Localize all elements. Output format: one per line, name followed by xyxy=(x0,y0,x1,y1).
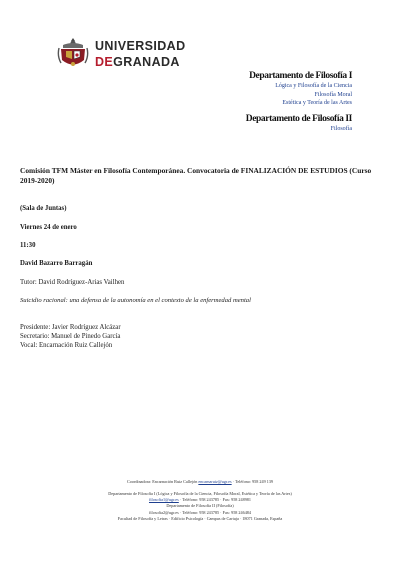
coordinator-name: Coordinadora: Encarnación Ruiz Callejón xyxy=(126,479,198,484)
footer-address-line: filosofia2@ugr.es · Teléfono: 958 243785 · Fax: 958 246484 xyxy=(149,509,251,515)
department-2-area: Filosofía xyxy=(330,126,352,132)
coordinator-email-link[interactable]: encarnaruiz@ugr.es xyxy=(198,479,232,484)
footer-address-line: Facultad de Filosofía y Letras · Edificio Psicología · Campus de Cartuja · 18071 Granada, España xyxy=(117,515,283,521)
committee-secretary: Secretario: Manuel de Pinedo García xyxy=(20,333,121,340)
department-2-title: Departamento de Filosofía II xyxy=(245,114,352,124)
footer-address-line: Departamento de Filosofía II (Filosofía) xyxy=(166,503,234,509)
meeting-room: (Sala de Juntas) xyxy=(20,205,67,212)
student-name: David Bazarro Barragán xyxy=(20,260,93,267)
footer-address-line: Departamento de Filosofía I (Lógica y Filosofía de la Ciencia, Filosofía Moral, Estética y Teoría de las Artes) xyxy=(108,491,292,496)
department-1-area: Estética y Teoría de las Artes xyxy=(282,100,352,106)
footer-coordinator xyxy=(20,479,380,485)
department-1-area: Lógica y Filosofía de la Ciencia xyxy=(275,83,352,89)
university-name-line1: UNIVERSIDAD xyxy=(95,39,186,53)
university-logo xyxy=(57,36,207,70)
university-crest-icon xyxy=(57,36,89,70)
coordinator-phone: · Teléfono: 958 249 139 xyxy=(231,479,274,484)
department-1-title: Departamento de Filosofía I xyxy=(249,71,352,81)
department-1-block xyxy=(249,70,352,108)
university-name-de: DE xyxy=(95,54,114,69)
university-name-granada: GRANADA xyxy=(113,54,180,69)
committee-member: Vocal: Encarnación Ruiz Callejón xyxy=(20,342,113,349)
department-1-area: Filosofía Moral xyxy=(314,91,352,98)
footer-address xyxy=(20,491,380,522)
tutor-line: Tutor: David Rodríguez-Arias Vailhen xyxy=(20,279,125,286)
meeting-time: 11:30 xyxy=(20,242,36,249)
thesis-title: Suicidio racional: una defensa de la autonomía en el contexto de la enfermedad mental xyxy=(20,297,251,304)
department-1-email-link[interactable]: filosofia1@ugr.es xyxy=(148,497,179,503)
footer-address-line: filosofia1@ugr.es · Teléfono: 958 243785 · Fax: 958 248981 xyxy=(148,497,251,503)
document-heading: Comisión TFM Máster en Filosofía Contemporánea. Convocatoria de FINALIZACIÓN DE ESTUDIOS (Curso 2019-2020) xyxy=(20,166,372,185)
department-2-block xyxy=(246,113,352,134)
university-name-line2 xyxy=(95,56,186,69)
meeting-date: Viernes 24 de enero xyxy=(20,224,77,231)
committee-president: Presidente: Javier Rodríguez Alcázar xyxy=(20,324,121,331)
